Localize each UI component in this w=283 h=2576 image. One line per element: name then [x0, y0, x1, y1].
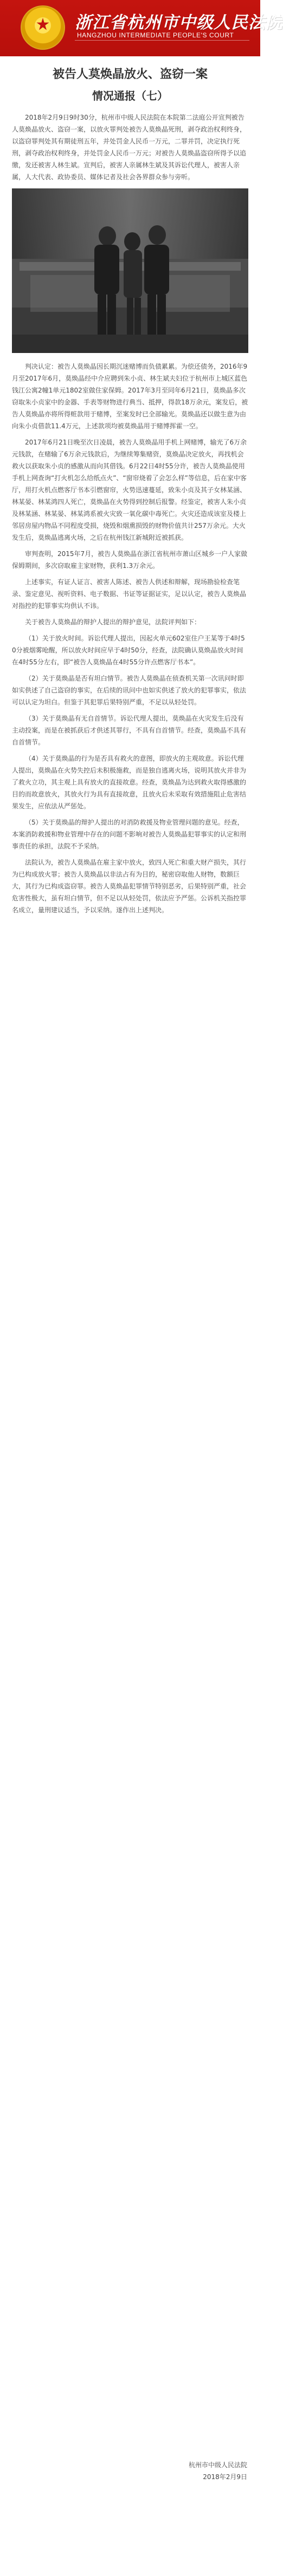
article-title: 被告人莫焕晶放火、盗窃一案 — [52, 67, 208, 81]
article-heading — [0, 66, 260, 103]
judgment-paragraph-3: 审判查明，2015年7月，被告人莫焕晶在浙江省杭州市萧山区城乡一户人家做保姆期间，多次窃取雇主家财物，获利1.3万余元。 — [12, 550, 248, 570]
judgment-paragraph-11: 法院认为，被告人莫焕晶在雇主家中放火，致四人死亡和重大财产损失，其行为已构成放火罪；被告人莫焕晶以非法占有为目的，秘密窃取他人财物，数额巨大，其行为已构成盗窃罪。被告人莫焕晶犯罪情节特别恶劣，后果特别严重，社会危害性极大，虽有坦白情节，但不足以从轻处罚，依法应予严惩。公诉机关指控罪名成立，量刑建议适当，予以采纳。遂作出上述判决。 — [12, 859, 247, 914]
judgment-paragraph-1: 判决认定：被告人莫焕晶因长期沉迷赌博而负债累累。为偿还债务，2016年9月至2017年6月，莫焕晶经中介应聘到朱小贞、林生斌夫妇位于杭州市上城区蓝色钱江公寓2幢1单元1802室做住家保姆。2017年3月至同年6月21日，莫焕晶多次窃取朱小贞家中的金器、手表等财物进行典当、抵押，得款18万余元，案发后，被告人莫焕晶亦将所得赃款用于赌博，至案发时已全部输光。莫焕晶还以做生意为由向朱小贞借款11.4万元，上述款项均被莫焕晶用于赌博挥霍一空。 — [12, 363, 248, 430]
judgment-paragraph-6: （1）关于放火时间。诉讼代理人提出，因起火单元602室住户王某等于4时50分被烟雾呛醒，所以放火时间应早于4时50分，经查，法院确认莫焕晶放火时间在4时55分左右，即“被告人莫焕晶在4时55分许点燃客厅书本”。 — [12, 635, 245, 666]
judgment-paragraph-8: （3）关于莫焕晶有无自首情节。诉讼代理人提出，莫焕晶在火灾发生后没有主动投案，而是在被抓获后才供述其罪行，不具有自首情节。经查，莫焕晶不具有自首情节。 — [12, 715, 247, 746]
court-emblem-icon — [21, 5, 65, 50]
article-content — [0, 112, 260, 916]
courtroom-image — [12, 188, 248, 353]
banner-divider — [75, 40, 249, 41]
court-english-subtitle: HANGZHOU INTERMEDIATE PEOPLE'S COURT — [77, 31, 234, 39]
judgment-paragraph-10: （5）关于莫焕晶的辩护人提出的对消防救援及物业管理问题的意见。经查，本案消防救援和物业管理中存在的问题不影响对被告人莫焕晶犯罪事实的认定和刑事责任的承担，法院不予采纳。 — [12, 819, 247, 850]
court-name-title: 浙江省杭州市中级人民法院 — [75, 13, 283, 32]
courtroom-photo — [12, 188, 248, 353]
signature-court: 杭州市中级人民法院 — [188, 2461, 247, 2469]
judgment-paragraph-2: 2017年6月21日晚至次日凌晨，被告人莫焕晶用手机上网赌博，输光了6万余元钱款，在赌输了6万余元钱款后，为继续筹集赌资，莫焕晶决定放火，再找机会救火以获取朱小贞的感激从而向其借钱。6月22日4时55分许，被告人莫焕晶使用手机上网查询“打火机怎么给纸点火”、“窗帘烧着了会怎么样”等信息，后在家中客厅，用打火机点燃客厅书本引燃窗帘，火势迅速蔓延，致朱小贞及其子女林某涵、林某晏、林某鸿四人死亡，莫焕晶在火势得到控制后报警。经鉴定，被害人朱小贞及林某涵、林某晏、林某鸿系被火灾致一氧化碳中毒死亡。火灾还造成该室及楼上邻居房屋内物品不同程度受损，烧毁和烟熏损毁的财物价值共计257万余元。大火发生后，莫焕晶逃离火场，之后在杭州钱江新城附近被抓获。 — [12, 439, 247, 541]
judgment-paragraph-4: 上述事实，有证人证言、被害人陈述、被告人供述和辩解，现场勘验检查笔录、鉴定意见、视听资料、电子数据、书证等证据证实，足以认定，被告人莫焕晶对指控的犯罪事实均供认不讳。 — [12, 578, 247, 610]
court-banner — [0, 0, 283, 56]
article-subtitle: 情况通报（七） — [92, 89, 168, 102]
judgment-paragraph-7: （2）关于莫焕晶是否有坦白情节。被告人莫焕晶在侦查机关第一次讯问时即如实供述了自己盗窃的事实，在后续的讯问中也如实供述了放火的犯罪事实，依法可以认定为坦白。但鉴于其犯罪后果特别严重，不足以从轻处罚。 — [12, 675, 247, 706]
judgment-paragraph-9: （4）关于莫焕晶的行为是否具有救火的意图，即放火的主观故意。诉讼代理人提出，莫焕晶在火势失控后未积极施救，而是独自逃离火场，说明其放火并非为了救火立功，其主观上具有放火的直接故意。经查，莫焕晶为达到救火取得感激的目的而故意放火，其放火行为具有直接故意，且放火后未采取有效措施阻止危害结果发生，应依法从严惩处。 — [12, 755, 247, 810]
judgment-paragraph-5: 关于被告人莫焕晶的辩护人提出的辩护意见，法院评判如下： — [25, 618, 201, 626]
intro-paragraph: 2018年2月9日9时30分，杭州市中级人民法院在本院第二法庭公开宣判被告人莫焕晶放火、盗窃一案，以放火罪判处被告人莫焕晶死刑，剥夺政治权利终身，以盗窃罪判处其有期徒刑五年，并处罚金人民币一万元，二罪并罚，决定执行死刑，剥夺政治权利终身，并处罚金人民币一万元；对被告人莫焕晶盗窃所得予以追缴，发还被害人林生斌。宣判后，被害人亲属林生斌及其诉讼代理人，被害人亲属，人大代表、政协委员、媒体记者及社会各界群众参与旁听。 — [12, 114, 247, 181]
signature-date: 2018年2月9日 — [203, 2473, 247, 2481]
